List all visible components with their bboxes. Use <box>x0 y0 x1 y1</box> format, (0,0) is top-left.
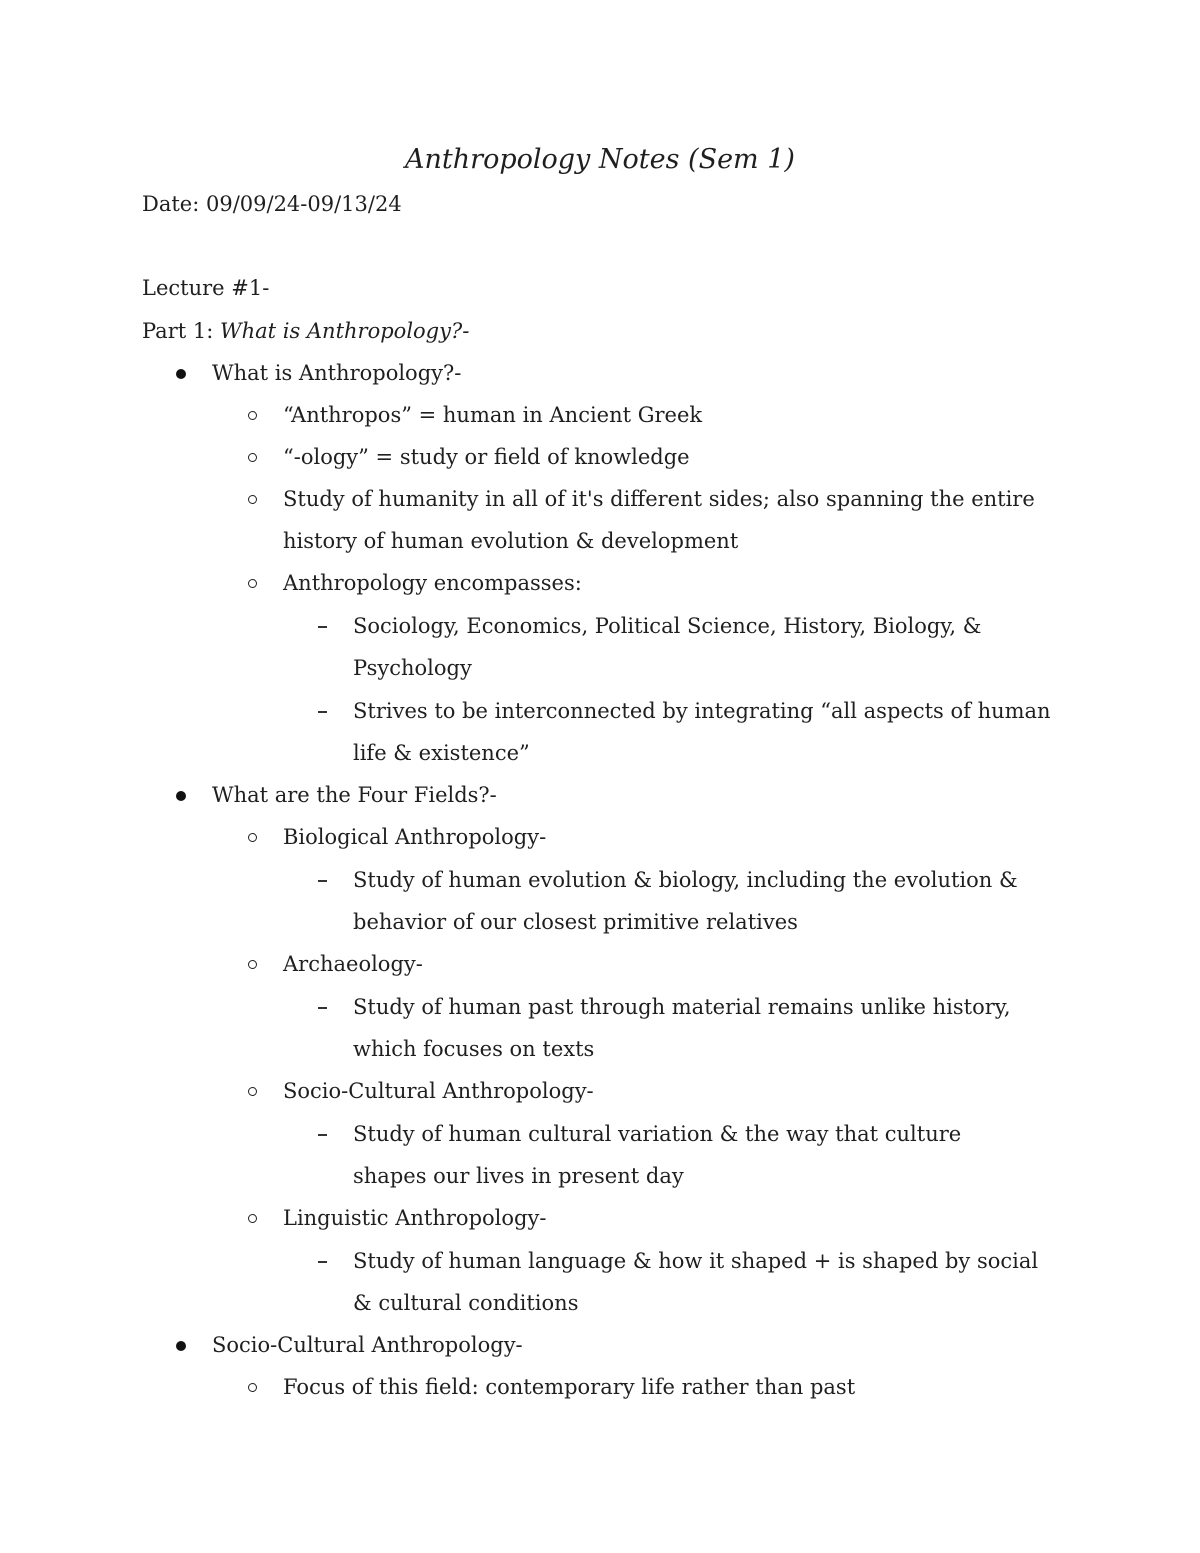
dash-icon <box>318 880 327 882</box>
bullet-ring-icon <box>248 453 257 462</box>
list-item: Biological Anthropology- <box>283 825 547 849</box>
list-item-continuation: behavior of our closest primitive relatives <box>353 910 798 934</box>
list-item-continuation: history of human evolution & development <box>283 529 739 553</box>
bullet-ring-icon <box>248 495 257 504</box>
bullet-dot-icon <box>176 369 186 379</box>
list-item: “-ology” = study or field of knowledge <box>283 445 690 469</box>
bullet-ring-icon <box>248 1383 257 1392</box>
list-item: Study of human past through material remains unlike history, <box>353 995 1011 1019</box>
list-item-continuation: life & existence” <box>353 741 530 765</box>
bullet-dot-icon <box>176 791 186 801</box>
list-item-continuation: & cultural conditions <box>353 1291 579 1315</box>
bullet-ring-icon <box>248 1214 257 1223</box>
list-item: Archaeology- <box>283 952 423 976</box>
dash-icon <box>318 1007 327 1009</box>
list-item: Study of human language & how it shaped + is shaped by social <box>353 1249 1039 1273</box>
list-item: Study of human cultural variation & the way that culture <box>353 1122 962 1146</box>
bullet-ring-icon <box>248 579 257 588</box>
bullet-dot-icon <box>176 1341 186 1351</box>
date-line: Date: 09/09/24-09/13/24 <box>142 192 402 216</box>
list-item: Strives to be interconnected by integrating “all aspects of human <box>353 699 1051 723</box>
bullet-ring-icon <box>248 411 257 420</box>
list-item: Socio-Cultural Anthropology- <box>283 1079 594 1103</box>
section-heading-3: Socio-Cultural Anthropology- <box>212 1333 523 1357</box>
bullet-ring-icon <box>248 833 257 842</box>
list-item: “Anthropos” = human in Ancient Greek <box>283 403 703 427</box>
dash-icon <box>318 711 327 713</box>
list-item-continuation: which focuses on texts <box>353 1037 595 1061</box>
bullet-ring-icon <box>248 960 257 969</box>
list-item: Linguistic Anthropology- <box>283 1206 547 1230</box>
list-item: Focus of this field: contemporary life rather than past <box>283 1375 856 1399</box>
list-item: Study of humanity in all of it's different sides; also spanning the entire <box>283 487 1035 511</box>
section-heading-1: What is Anthropology?- <box>212 361 462 385</box>
list-item-continuation: Psychology <box>353 656 472 680</box>
bullet-ring-icon <box>248 1087 257 1096</box>
dash-icon <box>318 626 327 628</box>
dash-icon <box>318 1134 327 1136</box>
dash-icon <box>318 1261 327 1263</box>
lecture-label: Lecture #1- <box>142 276 270 300</box>
section-heading-2: What are the Four Fields?- <box>212 783 497 807</box>
list-item-continuation: shapes our lives in present day <box>353 1164 684 1188</box>
list-item: Sociology, Economics, Political Science, History, Biology, & <box>353 614 982 638</box>
page-title: Anthropology Notes (Sem 1) <box>405 144 795 175</box>
list-item: Study of human evolution & biology, including the evolution & <box>353 868 1018 892</box>
part-heading <box>142 315 469 347</box>
list-item: Anthropology encompasses: <box>283 571 582 595</box>
part-title: What is Anthropology?- <box>219 319 470 343</box>
part-label: Part 1: <box>142 319 220 343</box>
